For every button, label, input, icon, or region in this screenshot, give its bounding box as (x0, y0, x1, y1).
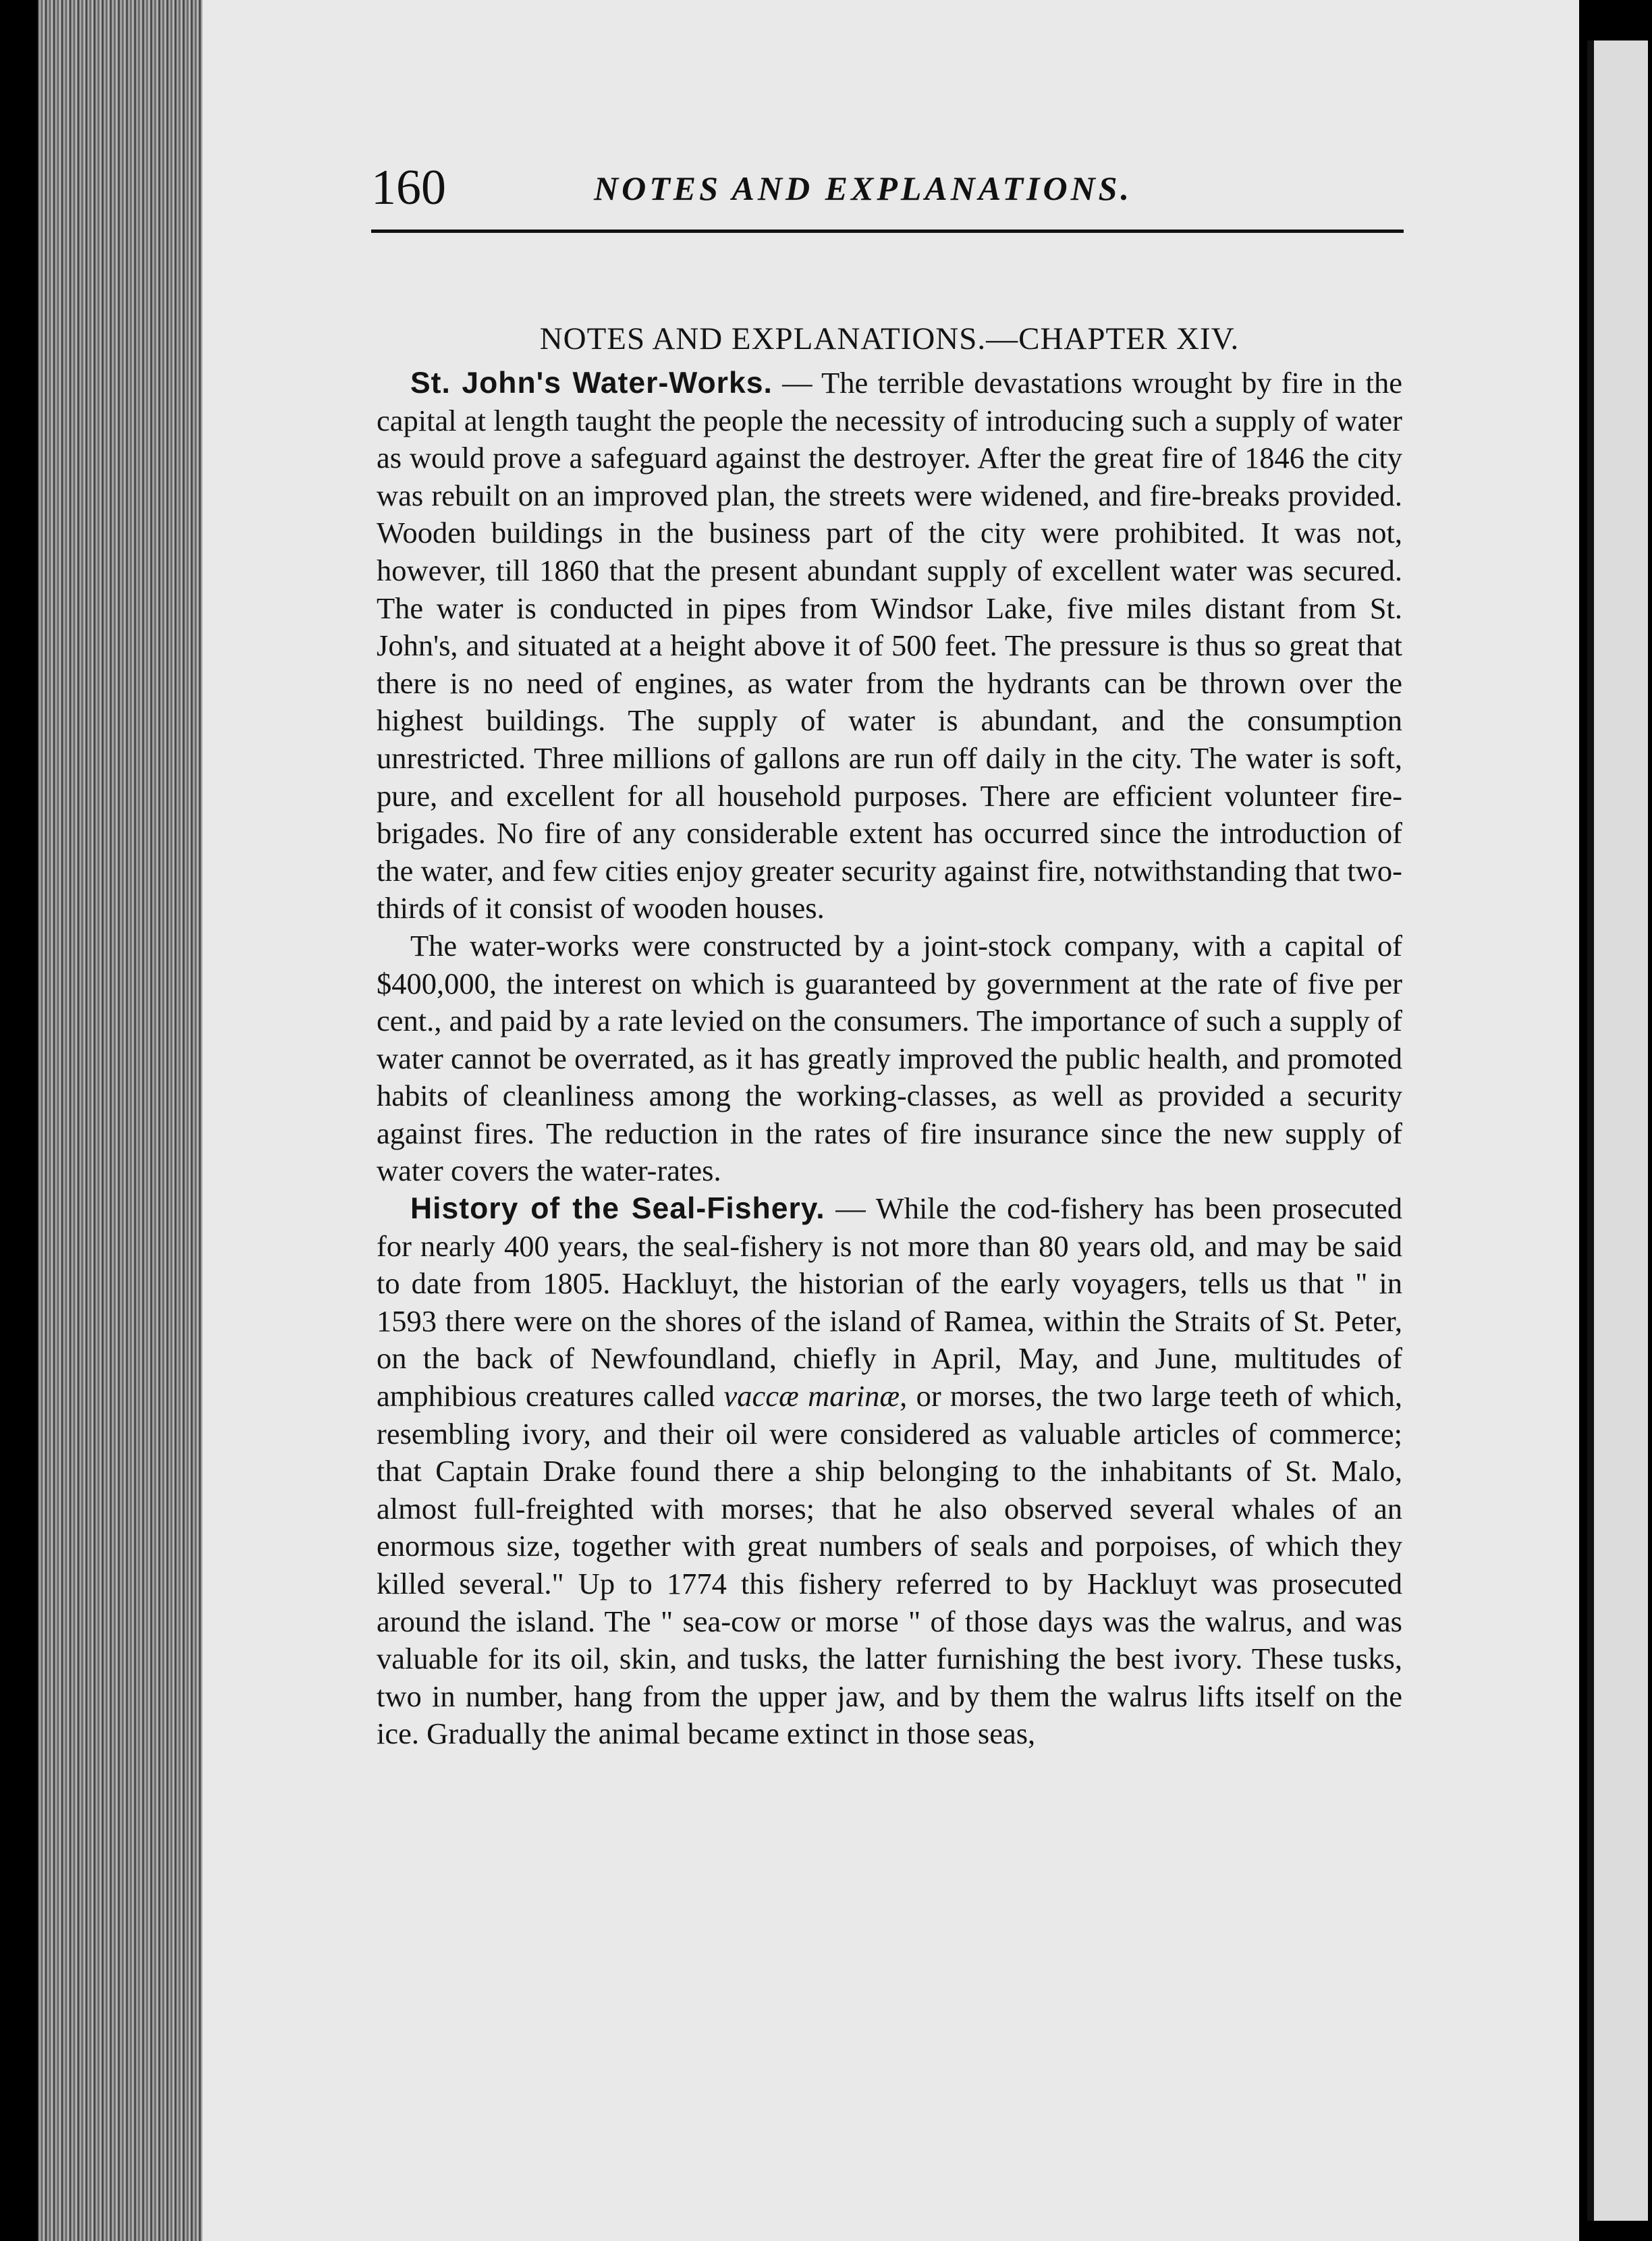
paragraph-text: , or morses, the two large teeth of which, resembling ivory, and their oil were considered as valuable articles of commerce; that Captain Drake found there a ship belonging to the inhabitants of St. Malo, almost full-freighted with morses; that he also observed several whales of an enormous size, together with great numbers of seals and porpoises, of which they killed several." Up to 1774 this fishery referred to by Hackluyt was prosecuted around the island. The " sea-cow or morse " of those days was the walrus, and was valuable for its oil, skin, and tusks, the latter furnishing the best ivory. These tusks, two in number, hang from the upper jaw, and by them the walrus lifts itself on the ice. Gradually the animal became extinct in those seas, (377, 1379, 1403, 1751)
page-number: 160 (371, 160, 446, 215)
italic-term: vaccæ marinæ (723, 1379, 900, 1413)
paragraph-seal-fishery (377, 1190, 1402, 1753)
book-page (202, 0, 1579, 2241)
header-rule (371, 230, 1404, 233)
paragraph-water-works-company (377, 927, 1402, 1190)
adjacent-page-edge (1587, 40, 1648, 2221)
paragraph-water-works (377, 364, 1402, 927)
running-head: NOTES AND EXPLANATIONS. (594, 169, 1132, 207)
paragraph-text: The water-works were constructed by a joint-stock company, with a capital of $400,000, the interest on which is guaranteed by government at the rate of five per cent., and paid by a rate levied on the consumers. The importance of such a supply of water cannot be overrated, as it has greatly improved the public health, and promoted habits of cleanliness among the working-classes, as well as provided a security against fires. The reduction in the rates of fire insurance since the new supply of water covers the water-rates. (377, 928, 1402, 1188)
body-text (377, 319, 1402, 1753)
paragraph-text: — The terrible devastations wrought by fire in the capital at length taught the people the necessity of introducing such a supply of water as would prove a safeguard against the destroyer. After the great fire of 1846 the city was rebuilt on an improved plan, the streets were widened, and fire-breaks provided. Wooden buildings in the business part of the city were prohibited. It was not, however, till 1860 that the present abundant supply of excellent water was secured. The water is conducted in pipes from Windsor Lake, five miles distant from St. John's, and situated at a height above it of 500 feet. The pressure is thus so great that there is no need of engines, as water from the hydrants can be thrown over the highest buildings. The supply of water is abundant, and the consumption unrestricted. Three millions of gallons are run off daily in the city. The water is soft, pure, and excellent for all household purposes. There are efficient volunteer fire-brigades. No fire of any considerable extent has occurred since the introduction of the water, and few cities enjoy greater security against fire, notwithstanding that two-thirds of it consist of wooden houses. (377, 366, 1403, 925)
page-header (371, 159, 1518, 220)
section-lead-seal-fishery: History of the Seal-Fishery. (410, 1192, 825, 1226)
paragraph-text: — While the cod-fishery has been prosecuted for nearly 400 years, the seal-fishery is not more than 80 years old, and may be said to date from 1805. Hackluyt, the historian of the early voyagers, tells us that " in 1593 there were on the shores of the island of Ramea, within the Straits of St. Peter, on the back of Newfoundland, chiefly in April, May, and June, multitudes of amphibious creatures called (377, 1191, 1402, 1413)
page-edges (38, 0, 213, 2241)
chapter-heading: NOTES AND EXPLANATIONS.—CHAPTER XIV. (539, 321, 1240, 356)
section-lead-water-works: St. John's Water-Works. (410, 367, 773, 400)
